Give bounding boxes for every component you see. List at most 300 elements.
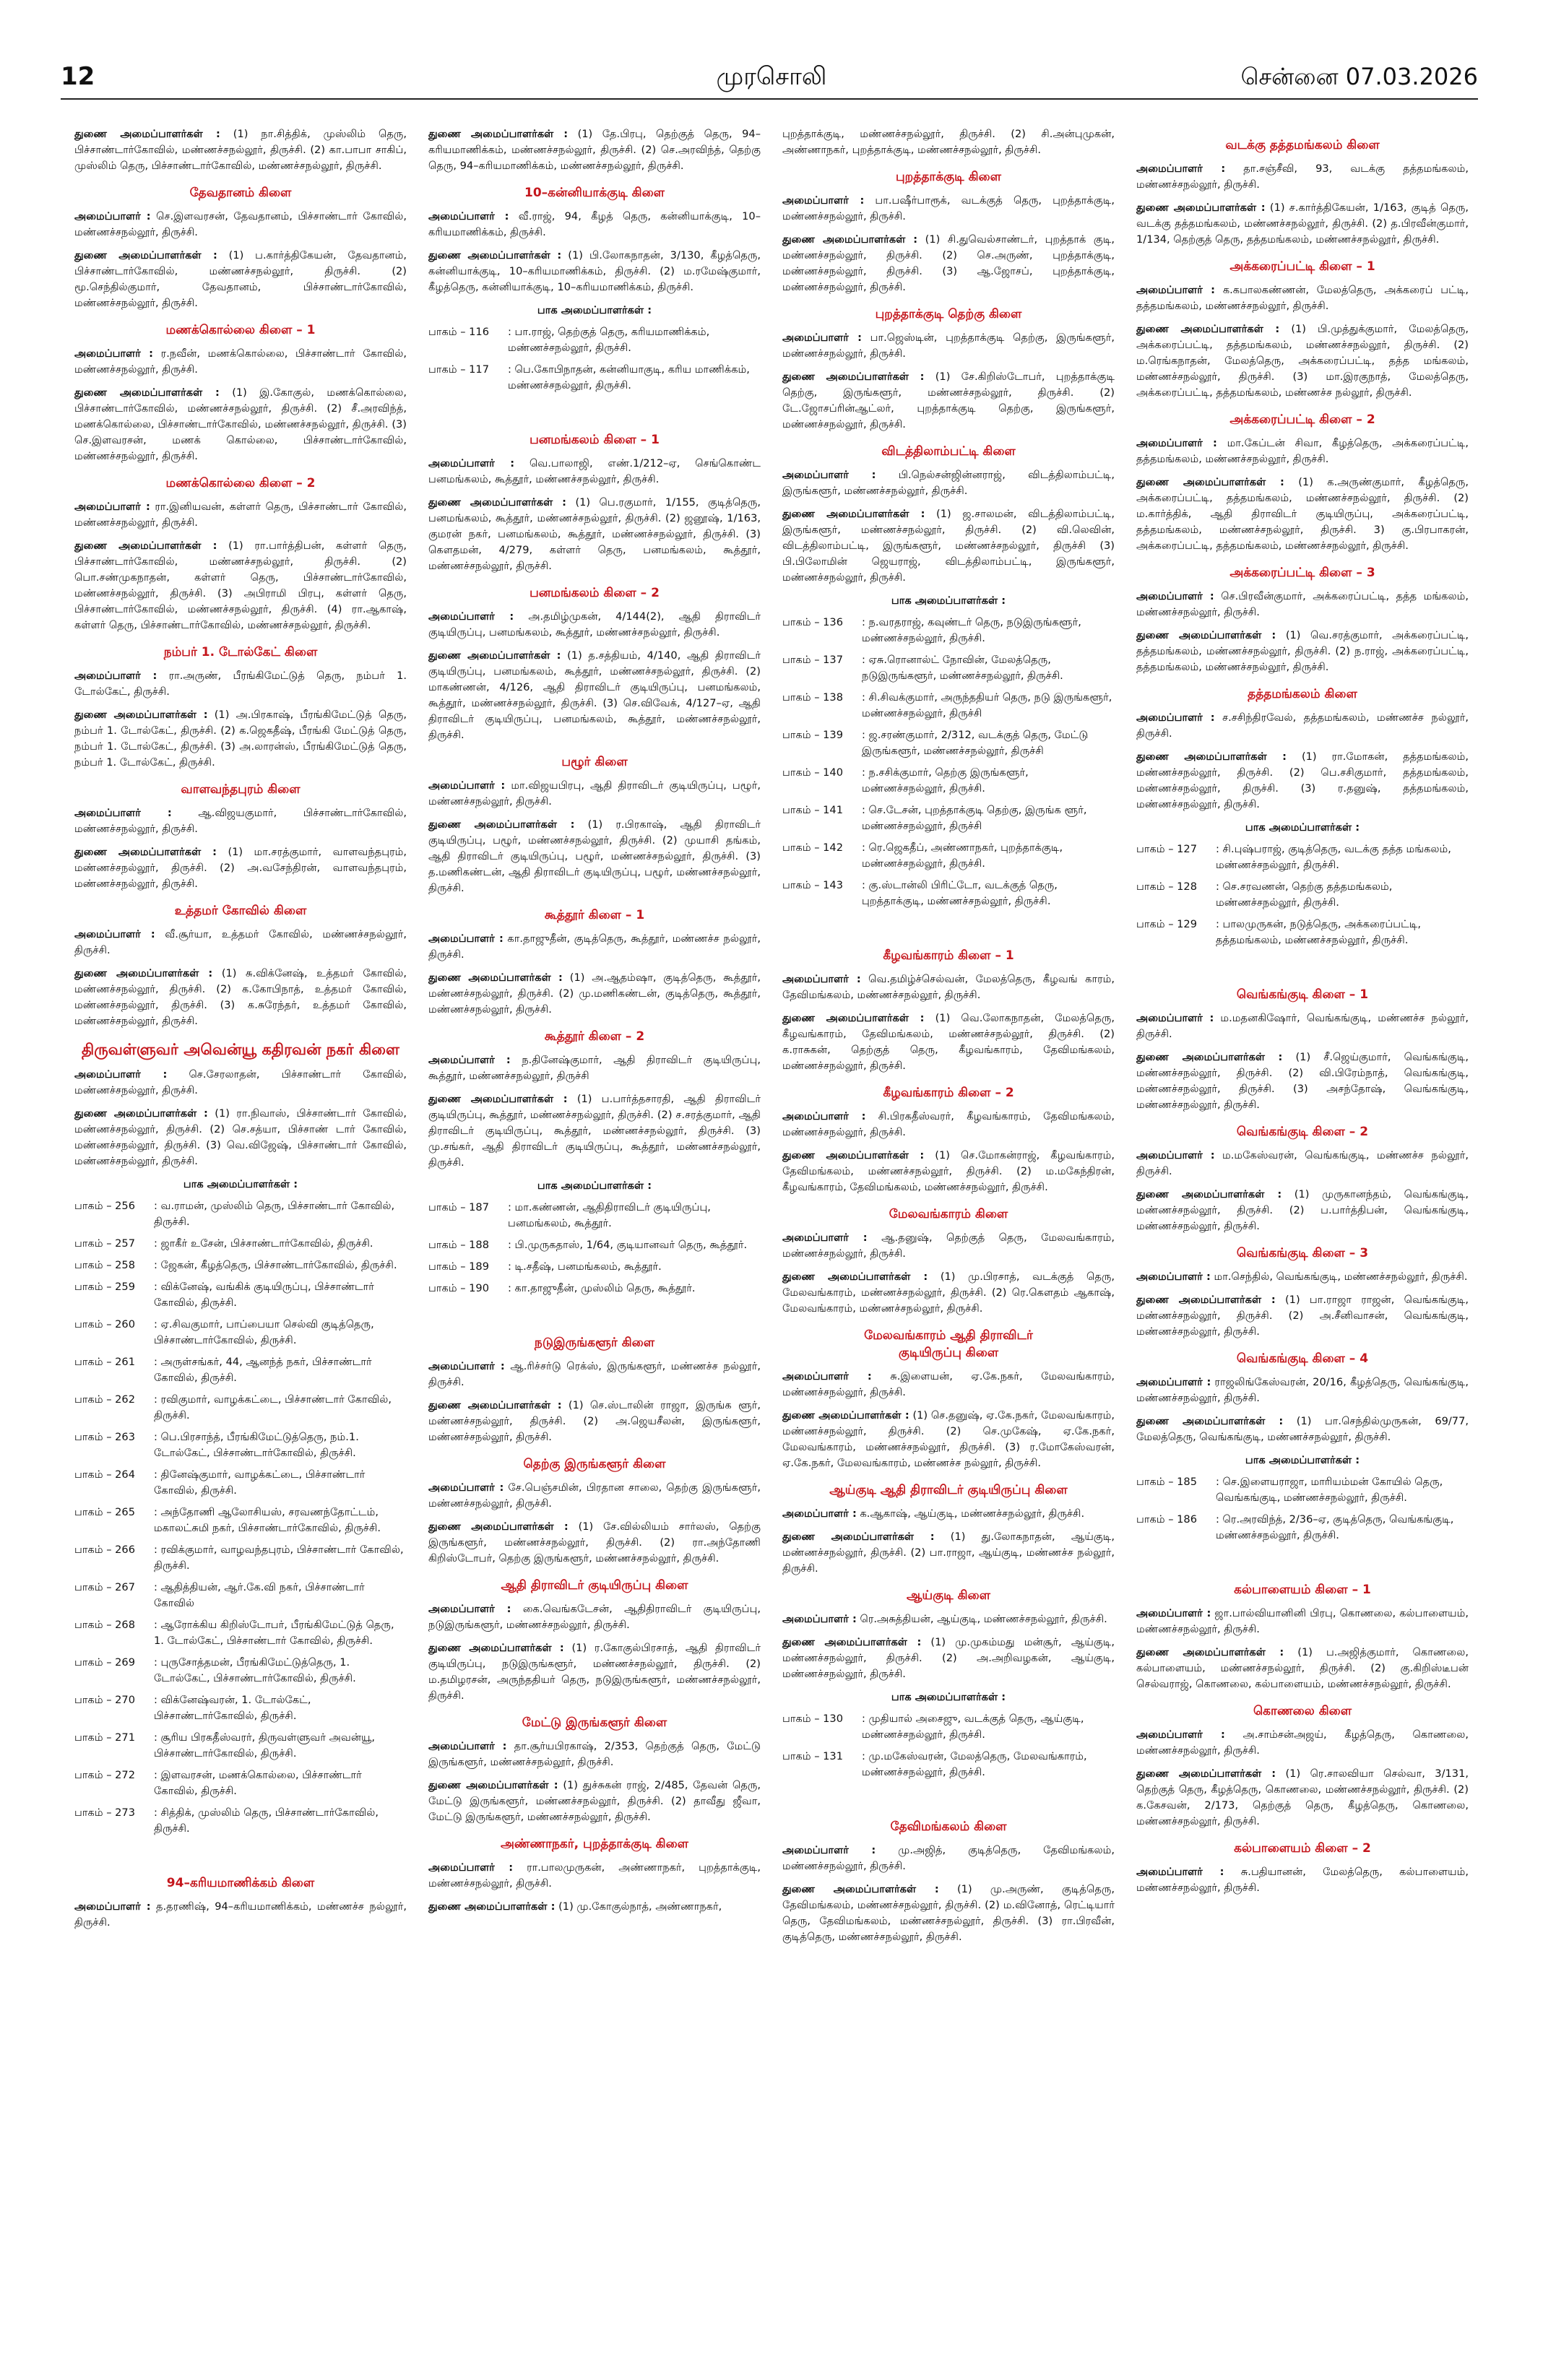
- branch-heading: தேவதானம் கிளை: [189, 186, 292, 200]
- member-entry: [1136, 1414, 1469, 1445]
- booth-number: பாகம் – 260: [74, 1318, 135, 1330]
- section-gap: [1136, 1549, 1469, 1571]
- booth-number: பாகம் – 140: [782, 766, 843, 779]
- article-columns: [74, 126, 1476, 2358]
- booth-row: [782, 878, 1115, 909]
- booth-row: [1136, 841, 1469, 873]
- booth-number: பாகம் – 267: [74, 1581, 135, 1593]
- branch-heading: மேட்டு இருங்களூர் கிளை: [522, 1715, 667, 1730]
- member-details: (1) சீ.ஜெய்குமார், வெங்கங்குடி, மண்ணச்சநல்லூர், திருச்சி. (2) வி.பிரேம்நாத், வெங்கங்குடி, மண்ணச்சநல்லூர், திருச்சி. (3) அசந்தோஷ், வெங்கங்குடி, மண்ணச்சநல்லூர், திருச்சி.: [1136, 1051, 1469, 1111]
- booth-number: பாகம் – 273: [74, 1806, 135, 1819]
- booth-details: : அந்தோணி ஆலோசியஸ், சரவணந்தோட்டம், மகாலட்சுமி நகர், பிச்சாண்டார்கோவில், திருச்சி.: [154, 1506, 381, 1534]
- booth-details: : ஜ.சரண்குமார், 2/312, வடக்குத் தெரு, மேட்டு இருங்களூர், மண்ணச்சநல்லூர், திருச்சி: [862, 729, 1089, 757]
- role-label: துணை அமைப்பாளர்கள் :: [428, 1093, 568, 1105]
- member-details: (1) துச்சுகன் ராஜ், 2/485, தேவன் தெரு, மேட்டு இருங்களூர், மண்ணச்சநல்லூர், திருச்சி. (2) தாவீது ஜீவா, மேட்டு இருங்களூர், மண்ணச்சநல்லூர், திருச்சி.: [428, 1779, 761, 1823]
- booth-details: : விக்னேஷ்வரன், 1. டோல்கேட், பிச்சாண்டார்கோவில், திருச்சி.: [154, 1694, 311, 1722]
- role-label: அமைப்பாளர் :: [1136, 711, 1215, 724]
- role-label: துணை அமைப்பாளர்கள் :: [782, 1271, 928, 1283]
- member-details: ரா.இனியவன், கள்ளர் தெரு, பிச்சாண்டார் கோவில், மண்ணச்சநல்லூர், திருச்சி.: [74, 501, 407, 529]
- booth-row: [428, 362, 761, 394]
- member-details: (1) ரா.பார்த்திபன், கள்ளர் தெரு, பிச்சாண்டார்கோவில், மண்ணச்சநல்லூர், திருச்சி. (2) பொ.சண்முகநாதன், கள்ளர் தெரு, பிச்சாண்டார்கோவில், மண்ணச்சநல்லூர், திருச்சி. (3) அபிராமி பிரபு, கள்ளர் தெரு, பிச்சாண்டார்கோவில், மண்ணச்சநல்லூர், திருச்சி. (4) ரா.ஆகாஷ், கள்ளர் தெரு, பிச்சாண்டார்கோவில், மண்ணச்சநல்லூர், திருச்சி.: [74, 540, 407, 631]
- booth-details: : அருள்சங்கர், 44, ஆனந்த் நகர், பிச்சாண்டார் கோவில், திருச்சி.: [154, 1356, 372, 1384]
- branch-heading: புறத்தாக்குடி தெற்கு கிளை: [875, 307, 1022, 321]
- booth-details: : மு.மகேஸ்வரன், மேலத்தெரு, மேலவங்காரம், மண்ணச்சநல்லூர், திருச்சி.: [862, 1750, 1087, 1778]
- branch-heading: கீழவங்காரம் கிளை – 1: [883, 948, 1014, 963]
- member-details: (1) சி.துவெல்சாண்டர், புறத்தாக் குடி, மண்ணச்சநல்லூர், திருச்சி. (2) செ.அருண், புறத்தாக்குடி, மண்ணச்சநல்லூர், திருச்சி. (3) ஆ.ஜோசப், புறத்தாக்குடி, மண்ணச்சநல்லூர், திருச்சி.: [782, 233, 1115, 293]
- member-entry: [74, 499, 407, 531]
- booth-number: பாகம் – 261: [74, 1356, 135, 1368]
- booth-number: பாகம் – 136: [782, 616, 843, 628]
- section-gap: [782, 915, 1115, 937]
- member-details: (1) மு.முகம்மது மன்சூர், ஆய்குடி, மண்ணச்சநல்லூர், திருச்சி. (2) அ.அறிவழகன், ஆய்குடி, மண்ணச்சநல்லூர், திருச்சி.: [782, 1636, 1115, 1680]
- branch-heading: மணக்கொல்லை கிளை – 2: [165, 476, 316, 490]
- member-details: (1) சே.வில்லியம் சார்லஸ், தெற்கு இருங்களூர், மண்ணச்சநல்லூர், திருச்சி. (2) ரா.அந்தோணி கிறிஸ்டோபர், தெற்கு இருங்களூர், மண்ணச்சநல்லூர், திருச்சி.: [428, 1520, 761, 1565]
- branch-heading: கூத்தூர் கிளை – 1: [544, 908, 645, 922]
- booth-subheading: பாக அமைப்பாளர்கள் :: [537, 1180, 652, 1192]
- role-label: துணை அமைப்பாளர்கள் :: [1136, 323, 1280, 335]
- branch-heading: மணக்கொல்லை கிளை – 1: [165, 323, 316, 337]
- booth-number: பாகம் – 131: [782, 1750, 843, 1762]
- role-label: துணை அமைப்பாளர்கள் :: [1136, 1188, 1282, 1200]
- member-entry: [1136, 321, 1469, 401]
- role-label: துணை அமைப்பாளர்கள் :: [1136, 750, 1287, 763]
- booth-number: பாகம் – 130: [782, 1713, 843, 1725]
- member-entry: [1136, 1645, 1469, 1692]
- role-label: அமைப்பாளர் :: [1136, 590, 1214, 602]
- role-label: துணை அமைப்பாளர்கள் :: [74, 1107, 208, 1120]
- member-entry: [1136, 1050, 1469, 1113]
- role-label: அமைப்பாளர் :: [74, 670, 157, 682]
- role-label: அமைப்பாளர் :: [1136, 1866, 1224, 1878]
- role-label: துணை அமைப்பாளர்கள் :: [782, 233, 918, 246]
- booth-number: பாகம் – 137: [782, 654, 843, 666]
- branch-heading: ஆதி திராவிடர் குடியிருப்பு கிளை: [501, 1578, 688, 1593]
- booth-number: பாகம் – 142: [782, 841, 843, 854]
- branch-heading: நடுஇருங்களூர் கிளை: [534, 1336, 655, 1350]
- member-entry: [782, 1109, 1115, 1141]
- member-entry: [1136, 628, 1469, 675]
- member-details: (1) து.லோகநாதன், ஆய்குடி, மண்ணச்சநல்லூர், திருச்சி. (2) பா.ராஜா, ஆய்குடி, மண்ணச்ச நல்லூர், திருச்சி.: [782, 1531, 1115, 1575]
- role-label: அமைப்பாளர் :: [782, 1613, 857, 1625]
- role-label: அமைப்பாளர் :: [428, 932, 503, 945]
- member-details: பா.பஷீர்பாரூக், வடக்குத் தெரு, புறத்தாக்குடி, மண்ணச்சநல்லூர், திருச்சி.: [782, 194, 1115, 222]
- booth-details: : பெ.கோபிநாதன், கன்னியாகுடி, கரிய மாணிக்கம், மண்ணச்சநல்லூர், திருச்சி.: [508, 363, 750, 391]
- role-label: அமைப்பாளர் :: [74, 807, 172, 819]
- role-label: அமைப்பாளர் :: [74, 347, 153, 360]
- branch-heading: வாளவந்தபுரம் கிளை: [181, 782, 301, 797]
- branch-heading: மேலவங்காரம் கிளை: [889, 1207, 1008, 1221]
- branch-heading: வெங்கங்குடி கிளை – 3: [1236, 1246, 1369, 1260]
- booth-details: : செ.சரவணன், தெற்கு தத்தமங்கலம், மண்ணச்சநல்லூர், திருச்சி.: [1216, 880, 1393, 909]
- member-details: ஆ.ரிச்சர்டு ரெக்ஸ், இருங்களூர், மண்ணச்ச நல்லூர், திருச்சி.: [428, 1360, 761, 1388]
- branch-heading: வெங்கங்குடி கிளை – 4: [1236, 1351, 1369, 1366]
- role-label: துணை அமைப்பாளர்கள் :: [782, 1883, 939, 1895]
- role-label: அமைப்பாளர் :: [428, 1054, 511, 1066]
- member-entry: [74, 126, 407, 174]
- booth-row: [74, 1198, 407, 1230]
- member-details: (1) செ.மோகன்ராஜ், கீழவங்காரம், தேவிமங்கலம், மண்ணச்சநல்லூர், திருச்சி. (2) ம.மகேந்திரன், கீழவங்காரம், தேவிமங்கலம், மண்ணச்சநல்லூர், திருச்சி.: [782, 1149, 1115, 1193]
- booth-details: : ஏ.சிவகுமார், பாப்பையா செல்வி குடித்தெரு, பிச்சாண்டார்கோவில், திருச்சி.: [154, 1318, 374, 1346]
- member-entry: [428, 209, 761, 241]
- role-label: அமைப்பாளர் :: [782, 1232, 868, 1244]
- member-details: ஜா.பால்வியானினி பிரபு, கொணலை, கல்பாளையம், மண்ணச்சநல்லூர், திருச்சி.: [1136, 1607, 1469, 1635]
- member-entry: [782, 1882, 1115, 1945]
- role-label: அமைப்பாளர் :: [428, 1740, 507, 1752]
- member-details: (1) செ.தனுஷ், ஏ.கே.நகர், மேலவங்காரம், மண்ணச்சநல்லூர், திருச்சி. (2) செ.முகேஷ், ஏ.கே.நகர், மேலவங்காரம், மண்ணச்சநல்லூர், திருச்சி. (3) ர.மோகேஸ்வரன், ஏ.கே.நகர், மேலவங்காரம், மண்ணச்ச நல்லூர், திருச்சி.: [782, 1409, 1115, 1469]
- member-entry: [782, 369, 1115, 433]
- member-details: (1) ரெ.சாலவியா செல்வா, 3/131, தெற்குத் தெரு, கீழத்தெரு, கொணலை, மண்ணச்சநல்லூர், திருச்சி. (2) க.கேசவன், 2/173, தெற்குத் தெரு, கீழத்தெரு, கொணலை, மண்ணச்சநல்லூர், திருச்சி.: [1136, 1767, 1469, 1827]
- member-details: கை.வெங்கடேசன், ஆதிதிராவிடர் குடியிருப்பு, நடுஇருங்களூர், மண்ணச்சநல்லூர், திருச்சி.: [428, 1603, 761, 1631]
- member-entry: [428, 609, 761, 641]
- member-entry: [428, 1860, 761, 1892]
- booth-number: பாகம் – 264: [74, 1468, 135, 1481]
- booth-details: : சி.சிவக்குமார், அருந்ததியர் தெரு, நடு இருங்களூர், மண்ணச்சநல்லூர், திருச்சி: [862, 691, 1112, 719]
- booth-details: : கா.தாஜுதீன், முஸ்லிம் தெரு, கூத்தூர்.: [508, 1282, 696, 1294]
- member-entry: [782, 1506, 1115, 1522]
- branch-heading: ஆய்குடி கிளை: [907, 1588, 990, 1603]
- member-details: புறத்தாக்குடி, மண்ணச்சநல்லூர், திருச்சி. (2) சி.அன்புமுகன், அண்ணாநகர், புறத்தாக்குடி, மண்ணச்சநல்லூர், திருச்சி.: [782, 128, 1115, 156]
- role-label: அமைப்பாளர் :: [74, 1068, 168, 1081]
- role-label: துணை அமைப்பாளர்கள் :: [74, 967, 213, 979]
- member-entry: [1136, 1148, 1469, 1180]
- booth-details: : செ.டேசன், புறத்தாக்குடி தெற்கு, இருங்க ளூர், மண்ணச்சநல்லூர், திருச்சி: [862, 804, 1087, 832]
- member-details: மா.செந்தில், வெங்கங்குடி, மண்ணச்சநல்லூர், திருச்சி.: [1214, 1271, 1468, 1283]
- member-details: ரெ.அசுத்தியன், ஆய்குடி, மண்ணச்சநல்லூர், திருச்சி.: [860, 1613, 1107, 1625]
- member-details: (1) பா.ராஜா ராஜன், வெங்கங்குடி, மண்ணச்சநல்லூர், திருச்சி. (2) அ.சீனிவாசன், வெங்கங்குடி, மண்ணச்சநல்லூர், திருச்சி.: [1136, 1294, 1469, 1338]
- branch-heading: கூத்தூர் கிளை – 2: [544, 1029, 645, 1044]
- member-entry: [428, 931, 761, 963]
- booth-details: : ஏசு.ரொனால்ட் நோவின், மேலத்தெரு, நடுஇருங்களூர், மண்ணச்சநல்லூர், திருச்சி.: [862, 654, 1063, 682]
- booth-row: [74, 1692, 407, 1724]
- member-details: சே.பெஞ்சமின், பிரதான சாலை, தெற்கு இருங்களூர், மண்ணச்சநல்லூர், திருச்சி.: [428, 1481, 761, 1510]
- booth-row: [74, 1429, 407, 1461]
- member-entry: [428, 126, 761, 174]
- role-label: அமைப்பாளர் :: [428, 457, 515, 469]
- member-entry: [428, 970, 761, 1018]
- booth-row: [74, 1580, 407, 1611]
- member-entry: [74, 538, 407, 633]
- member-details: (1) மு.கோகுல்நாத், அண்ணாநகர்,: [558, 1900, 722, 1913]
- member-entry: [74, 844, 407, 892]
- member-details: கா.தாஜுதீன், குடித்தெரு, கூத்தூர், மண்ணச்ச நல்லூர், திருச்சி.: [428, 932, 761, 961]
- role-label: துணை அமைப்பாளர்கள் :: [782, 371, 925, 383]
- branch-heading: தத்தமங்கலம் கிளை: [1248, 687, 1357, 701]
- member-details: (1) மு.பிரசாத், வடக்குத் தெரு, மேலவங்காரம், மண்ணச்சநல்லூர், திருச்சி. (2) ரெ.கௌதம் ஆகாஷ், மேலவங்காரம், மண்ணச்சநல்லூர், திருச்சி.: [782, 1271, 1115, 1315]
- booth-subheading: பாக அமைப்பாளர்கள் :: [891, 1691, 1006, 1703]
- branch-heading: வெங்கங்குடி கிளை – 2: [1236, 1125, 1369, 1139]
- member-details: (1) ப.அஜித்குமார், கொணலை, கல்பாளையம், மண்ணச்சநல்லூர், திருச்சி. (2) கு.கிறிஸ்டீபன் செல்வராஜ், கொணலை, கல்பாளையம், மண்ணச்சநல்லூர், திருச்சி.: [1136, 1646, 1469, 1690]
- member-details: (1) ஜ.சாலமன், விடத்திலாம்பட்டி, இருங்களூர், மண்ணச்சநல்லூர், திருச்சி. (2) வி.லெவின், விடத்திலாம்பட்டி, இருங்களூர், மண்ணச்சநல்லூர், திருச்சி (3) பி.பிலோமின் ஜெயராஜ், விடத்திலாம்பட்டி, இருங்களூர், மண்ணச்சநல்லூர், திருச்சி.: [782, 508, 1115, 584]
- member-entry: [782, 467, 1115, 499]
- booth-number: பாகம் – 187: [428, 1201, 489, 1213]
- member-entry: [74, 966, 407, 1029]
- member-entry: [1136, 282, 1469, 314]
- role-label: அமைப்பாளர் :: [782, 1844, 876, 1856]
- booth-number: பாகம் – 270: [74, 1694, 135, 1706]
- member-details: வீ.சூர்யா, உத்தமர் கோவில், மண்ணச்சநல்லூர், திருச்சி.: [74, 928, 407, 956]
- booth-number: பாகம் – 188: [428, 1239, 489, 1251]
- booth-details: : வ.ராமன், முஸ்லிம் தெரு, பிச்சாண்டார் கோவில், திருச்சி.: [154, 1200, 395, 1228]
- member-entry: [1136, 749, 1469, 813]
- role-label: துணை அமைப்பாளர்கள் :: [428, 1642, 564, 1654]
- booth-details: : ந.சசிக்குமார், தெற்கு இருங்களூர், மண்ணச்சநல்லூர், திருச்சி.: [862, 766, 1029, 795]
- member-details: ர.நவீன், மணக்கொல்லை, பிச்சாண்டார் கோவில், மண்ணச்சநல்லூர், திருச்சி.: [74, 347, 407, 376]
- member-entry: [782, 126, 1115, 158]
- member-entry: [782, 1148, 1115, 1195]
- section-gap: [74, 1843, 407, 1864]
- branch-heading: கல்பாளையம் கிளை – 1: [1234, 1583, 1371, 1597]
- member-details: (1) மு.அருண், குடித்தெரு, தேவிமங்கலம், மண்ணச்சநல்லூர், திருச்சி. (2) ம.வினோத், ரெட்டியார் தெரு, தேவிமங்கலம், மண்ணச்சநல்லூர், திருச்சி. (3) ரா.பிரவீன், குடித்தெரு, மண்ணச்சநல்லூர், திருச்சி.: [782, 1883, 1115, 1943]
- branch-heading: 10–கன்னியாக்குடி கிளை: [524, 186, 665, 200]
- member-entry: [74, 805, 407, 837]
- booth-details: : பெ.பிரசாந்த், பீரங்கிமேட்டுத்தெரு, நம்.1. டோல்கேட், பிச்சாண்டார்கோவில், திருச்சி.: [154, 1431, 359, 1459]
- member-entry: [782, 330, 1115, 362]
- member-details: ந.தினேஷ்குமார், ஆதி திராவிடர் குடியிருப்பு, கூத்தூர், மண்ணச்சநல்லூர், திருச்சி: [428, 1054, 761, 1082]
- member-details: வீ.ராஜ், 94, கீழத் தெரு, கன்னியாக்குடி, 10–கரியமாணிக்கம், திருச்சி.: [428, 210, 761, 238]
- member-entry: [428, 817, 761, 896]
- member-entry: [782, 1369, 1115, 1401]
- role-label: துணை அமைப்பாளர்கள் :: [1136, 629, 1276, 641]
- newspaper-name: முரசொலி: [716, 62, 827, 91]
- booth-row: [1136, 1474, 1469, 1506]
- booth-row: [74, 1354, 407, 1386]
- member-details: மு.அஜித், குடித்தெரு, தேவிமங்கலம், மண்ணச்சநல்லூர், திருச்சி.: [782, 1844, 1115, 1872]
- branch-heading: அண்ணாநகர், புறத்தாக்குடி கிளை: [500, 1837, 688, 1851]
- branch-heading: அக்கரைப்பட்டி கிளை – 2: [1229, 412, 1375, 427]
- member-entry: [782, 506, 1115, 586]
- member-details: ரா.அருண், பீரங்கிமேட்டுத் தெரு, நம்பர் 1. டோல்கேட், திருச்சி.: [74, 670, 407, 698]
- member-details: செ.சேரலாதன், பிச்சாண்டார் கோவில், மண்ணச்சநல்லூர், திருச்சி.: [74, 1068, 407, 1096]
- booth-number: பாகம் – 272: [74, 1769, 135, 1781]
- member-details: (1) ச.கார்த்திகேயன், 1/163, குடித் தெரு, வடக்கு தத்தமங்கலம், மண்ணச்சநல்லூர், திருச்சி. (2) த.பிரவீன்குமார், 1/134, தெற்குத் தெரு, தத்தமங்கலம், மண்ணச்சநல்லூர், திருச்சி.: [1136, 202, 1469, 246]
- column-2: [428, 126, 761, 2358]
- member-details: அ.சாம்சன்அஜய், கீழத்தெரு, கொணலை, மண்ணச்சநல்லூர், திருச்சி.: [1136, 1728, 1469, 1757]
- booth-number: பாகம் – 138: [782, 691, 843, 704]
- branch-heading: பழூர் கிளை: [561, 755, 628, 769]
- booth-details: : பாலமுருகன், நடுத்தெரு, அக்கரைப்பட்டி, தத்தமங்கலம், மண்ணச்சநல்லூர், திருச்சி.: [1216, 918, 1422, 946]
- role-label: துணை அமைப்பாளர்கள் :: [782, 508, 925, 520]
- branch-heading: பனமங்கலம் கிளை – 2: [530, 586, 660, 600]
- member-details: (1) முருகானந்தம், வெங்கங்குடி, மண்ணச்சநல்லூர், திருச்சி. (2) ப.பார்த்திபன், வெங்கங்குடி, மண்ணச்சநல்லூர், திருச்சி.: [1136, 1188, 1469, 1232]
- booth-row: [782, 802, 1115, 834]
- booth-number: பாகம் – 257: [74, 1237, 135, 1250]
- member-entry: [74, 668, 407, 700]
- role-label: துணை அமைப்பாளர்கள் :: [1136, 202, 1266, 214]
- booth-row: [782, 615, 1115, 646]
- booth-details: : ரெ.அரவிந்த், 2/36–ஏ, குடித்தெரு, வெங்கங்குடி, மண்ணச்சநல்லூர், திருச்சி.: [1216, 1513, 1454, 1541]
- member-details: த.தரணிஷ், 94–கரியமாணிக்கம், மண்ணச்ச நல்லூர், திருச்சி.: [74, 1900, 407, 1929]
- booth-row: [782, 727, 1115, 759]
- member-details: சி.பிரகதீஸ்வரர், கீழவங்காரம், தேவிமங்கலம், மண்ணச்சநல்லூர், திருச்சி.: [782, 1110, 1115, 1138]
- member-entry: [782, 1230, 1115, 1262]
- member-entry: [782, 193, 1115, 225]
- member-details: அ.தமிழ்முகன், 4/144(2), ஆதி திராவிடர் குடியிருப்பு, பனமங்கலம், கூத்தூர், மண்ணச்சநல்லூர், திருச்சி.: [428, 610, 761, 639]
- member-entry: [1136, 589, 1469, 620]
- role-label: துணை அமைப்பாளர்கள் :: [428, 818, 575, 831]
- role-label: துணை அமைப்பாளர்கள் :: [782, 1409, 909, 1421]
- booth-details: : விக்னேஷ், வங்கிக் குடியிருப்பு, பிச்சாண்டார் கோவில், திருச்சி.: [154, 1281, 374, 1309]
- member-details: தா.சஞ்சீவி, 93, வடக்கு தத்தமங்கலம், மண்ணச்சநல்லூர், திருச்சி.: [1136, 163, 1469, 191]
- branch-heading: அக்கரைப்பட்டி கிளை – 1: [1229, 259, 1375, 274]
- booth-subheading: பாக அமைப்பாளர்கள் :: [1245, 821, 1360, 834]
- booth-row: [782, 1711, 1115, 1743]
- member-entry: [428, 1398, 761, 1445]
- column-3: [782, 126, 1115, 2358]
- role-label: அமைப்பாளர் :: [1136, 1728, 1225, 1741]
- member-entry: [1136, 1606, 1469, 1637]
- booth-row: [74, 1236, 407, 1252]
- role-label: துணை அமைப்பாளர்கள் :: [74, 540, 217, 552]
- booth-details: : கு.ஸ்டான்லி பிரிட்டோ, வடக்குத் தெரு, புறத்தாக்குடி, மண்ணச்சநல்லூர், திருச்சி.: [862, 879, 1058, 907]
- member-details: மா.விஜயபிரபு, ஆதி திராவிடர் குடியிருப்பு, பழூர், மண்ணச்சநல்லூர், திருச்சி.: [428, 779, 761, 808]
- member-entry: [1136, 200, 1469, 248]
- booth-number: பாகம் – 117: [428, 363, 489, 376]
- role-label: துணை அமைப்பாளர்கள் :: [1136, 1767, 1276, 1780]
- role-label: துணை அமைப்பாளர்கள் :: [428, 1399, 562, 1411]
- member-details: (1) அ.பிரகாஷ், பீரங்கிமேட்டுத் தெரு, நம்பர் 1. டோல்கேட், திருச்சி. (2) க.ஜெகதீஷ், பீரங்கி மேட்டுத் தெரு, நம்பர் 1. டோல்கேட், திருச்சி. (3) அ.லாரன்ஸ், பீரங்கிமேட்டுத் தெரு, நம்பர் 1. டோல்கேட், திருச்சி.: [74, 709, 407, 769]
- member-details: (1) இ.கோகுல், மணக்கொல்லை, பிச்சாண்டார்கோவில், மண்ணச்சநல்லூர், திருச்சி. (2) சீ.அரவிந்த், மணக்கொல்லை, பிச்சாண்டார்கோவில், மண்ணச்சநல்லூர், திருச்சி. (3) செ.இளவரசன், மணக் கொல்லை, பிச்சாண்டார்கோவில், மண்ணச்சநல்லூர், திருச்சி.: [74, 386, 407, 462]
- booth-details: : பி.முருகதாஸ், 1/64, குடியானவர் தெரு, கூத்தூர்.: [508, 1239, 748, 1251]
- branch-heading: 94–கரியமாணிக்கம் கிளை: [166, 1876, 315, 1890]
- booth-details: : புருசோத்தமன், பீரங்கிமேட்டுத்தெரு, 1. டோல்கேட், பிச்சாண்டார்கோவில், திருச்சி.: [154, 1656, 356, 1684]
- member-entry: [74, 707, 407, 771]
- member-entry: [782, 232, 1115, 295]
- booth-number: பாகம் – 268: [74, 1619, 135, 1631]
- member-details: (1) சு.விக்னேஷ், உத்தமர் கோவில், மண்ணச்சநல்லூர், திருச்சி. (2) க.கோபிநாத், உத்தமர் கோவில், மண்ணச்சநல்லூர், திருச்சி. (3) க.சுரேந்தர், உத்தமர் கோவில், மண்ணச்சநல்லூர், திருச்சி.: [74, 967, 407, 1027]
- branch-heading: ஆய்குடி ஆதி திராவிடர் குடியிருப்பு கிளை: [829, 1483, 1068, 1497]
- edition-date: சென்னை 07.03.2026: [1240, 63, 1478, 90]
- booth-row: [1136, 879, 1469, 911]
- booth-number: பாகம் – 190: [428, 1282, 489, 1294]
- role-label: துணை அமைப்பாளர்கள் :: [1136, 1646, 1284, 1658]
- role-label: துணை அமைப்பாளர்கள் :: [1136, 476, 1284, 488]
- booth-row: [428, 1281, 761, 1297]
- booth-number: பாகம் – 143: [782, 879, 843, 891]
- member-entry: [428, 1601, 761, 1633]
- role-label: அமைப்பாளர் :: [782, 1370, 872, 1382]
- member-details: (1) வெ.சரத்குமார், அக்கரைப்பட்டி, தத்தமங்கலம், மண்ணச்சநல்லூர், திருச்சி. (2) ந.ராஜ், அக்கரைப்பட்டி, தத்தமங்கலம், மண்ணச்சநல்லூர், திருச்சி.: [1136, 629, 1469, 673]
- role-label: துணை அமைப்பாளர்கள் :: [782, 1531, 935, 1543]
- role-label: துணை அமைப்பாளர்கள் :: [428, 1900, 556, 1913]
- booth-details: : சூரிய பிரகதீஸ்வரர், திருவள்ளுவர் அவன்யூ, பிச்சாண்டார்கோவில், திருச்சி.: [154, 1731, 376, 1760]
- booth-number: பாகம் – 127: [1136, 843, 1197, 855]
- role-label: துணை அமைப்பாளர்கள் :: [428, 128, 569, 140]
- member-details: (1) மா.சரத்குமார், வாளவந்தபுரம், மண்ணச்சநல்லூர், திருச்சி. (2) அ.வசேந்திரன், வாளவந்தபுரம், மண்ணச்சநல்லூர், திருச்சி.: [74, 846, 407, 890]
- role-label: துணை அமைப்பாளர்கள் :: [1136, 1051, 1283, 1063]
- masthead: [0, 0, 1543, 91]
- role-label: துணை அமைப்பாளர்கள் :: [1136, 1415, 1284, 1427]
- booth-row: [74, 1617, 407, 1649]
- member-entry: [74, 927, 407, 959]
- booth-details: : ரவிகுமார், வாழக்கட்டை, பிச்சாண்டார் கோவில், திருச்சி.: [154, 1393, 392, 1421]
- booth-row: [74, 1730, 407, 1762]
- booth-number: பாகம் – 256: [74, 1200, 135, 1212]
- role-label: அமைப்பாளர் :: [1136, 1012, 1214, 1024]
- role-label: அமைப்பாளர் :: [1136, 1607, 1211, 1619]
- member-entry: [428, 456, 761, 488]
- member-entry: [428, 1640, 761, 1704]
- member-entry: [428, 1052, 761, 1084]
- booth-row: [74, 1542, 407, 1574]
- role-label: அமைப்பாளர் :: [74, 501, 150, 513]
- member-details: (1) பி.முத்துக்குமார், மேலத்தெரு, அக்கரைப்பட்டி, தத்தமங்கலம், மண்ணச்சநல்லூர், திருச்சி. (2) ம.ரெங்கநாதன், மேலத்தெரு, அக்கரைப்பட்டி, தத்த மங்கலம், மண்ணச்சநல்லூர், திருச்சி. (3) மா.இரகுநாத், மேலத்தெரு, அக்கரைப்பட்டி, தத்தமங்கலம், மண்ணச்ச நல்லூர், திருச்சி.: [1136, 323, 1469, 399]
- member-entry: [782, 1408, 1115, 1471]
- member-entry: [782, 1843, 1115, 1874]
- section-gap: [428, 399, 761, 421]
- booth-row: [782, 1749, 1115, 1780]
- member-entry: [1136, 1864, 1469, 1896]
- member-entry: [782, 1635, 1115, 1682]
- booth-details: : ரெ.ஜெகதீப், அண்ணாநகர், புறத்தாக்குடி, மண்ணச்சநல்லூர், திருச்சி.: [862, 841, 1063, 870]
- section-gap: [428, 1302, 761, 1324]
- role-label: துணை அமைப்பாளர்கள் :: [428, 649, 561, 662]
- booth-number: பாகம் – 139: [782, 729, 843, 741]
- booth-row: [74, 1467, 407, 1499]
- role-label: துணை அமைப்பாளர்கள் :: [428, 249, 562, 261]
- booth-details: : ரவிக்குமார், வாழவந்தபுரம், பிச்சாண்டார் கோவில், திருச்சி.: [154, 1544, 404, 1572]
- booth-number: பாகம் – 259: [74, 1281, 135, 1293]
- branch-heading: வடக்கு தத்தமங்கலம் கிளை: [1225, 138, 1380, 152]
- member-entry: [1136, 1766, 1469, 1830]
- booth-row: [1136, 1512, 1469, 1544]
- booth-row: [428, 1237, 761, 1253]
- booth-details: : சித்திக், முஸ்லிம் தெரு, பிச்சாண்டார்கோவில், திருச்சி.: [154, 1806, 379, 1835]
- member-details: செ.இளவரசன், தேவதானம், பிச்சாண்டார் கோவில், மண்ணச்சநல்லூர், திருச்சி.: [74, 210, 407, 238]
- section-gap: [782, 1786, 1115, 1808]
- booth-details: : டி.சதீஷ், பனமங்கலம், கூத்தூர்.: [508, 1260, 662, 1273]
- role-label: துணை அமைப்பாளர்கள் :: [74, 709, 208, 721]
- member-details: ச.சசிந்திரவேல், தத்தமங்கலம், மண்ணச்ச நல்லூர், திருச்சி.: [1136, 711, 1469, 740]
- role-label: துணை அமைப்பாளர்கள் :: [428, 496, 567, 509]
- member-entry: [1136, 436, 1469, 467]
- branch-heading: கல்பாளையம் கிளை – 2: [1234, 1841, 1371, 1856]
- member-details: (1) ர.பிரகாஷ், ஆதி திராவிடர் குடியிருப்பு, பழூர், மண்ணச்சநல்லூர், திருச்சி. (2) முயாசி தங்கம், ஆதி திராவிடர் குடியிருப்பு, பழூர், மண்ணச்சநல்லூர், திருச்சி. (3) த.மணிகண்டன், ஆதி திராவிடர் குடியிருப்பு, பழூர், மண்ணச்சநல்லூர், திருச்சி.: [428, 818, 761, 894]
- booth-subheading: பாக அமைப்பாளர்கள் :: [183, 1178, 298, 1190]
- member-details: பி.நெல்சன்ஜின்னராஜ், விடத்திலாம்பட்டி, இருங்களூர், மண்ணச்சநல்லூர், திருச்சி.: [782, 469, 1115, 497]
- branch-heading: உத்தமர் கோவில் கிளை: [174, 904, 307, 918]
- member-details: (1) க.அருண்குமார், கீழத்தெரு, அக்கரைப்பட்டி, தத்தமங்கலம், மண்ணச்சநல்லூர், திருச்சி. (2) ம.கார்த்திக், ஆதி திராவிடர் குடியிருப்பு, அக்கரைப்பட்டி, தத்தமங்கலம், மண்ணச்சநல்லூர், திருச்சி. 3) கு.பிரபாகரன், அக்கரைப்பட்டி, தத்தமங்கலம், மண்ணச்சநல்லூர், திருச்சி.: [1136, 476, 1469, 552]
- booth-row: [74, 1805, 407, 1837]
- booth-details: : சி.புஷ்பராஜ், குடித்தெரு, வடக்கு தத்த மங்கலம், மண்ணச்சநல்லூர், திருச்சி.: [1216, 843, 1451, 871]
- member-entry: [782, 972, 1115, 1003]
- member-details: (1) ப.பார்த்தசாரதி, ஆதி திராவிடர் குடியிருப்பு, கூத்தூர், மண்ணச்சநல்லூர், திருச்சி. (2) ச.சரத்குமார், ஆதி திராவிடர் குடியிருப்பு, கூத்தூர், மண்ணச்சநல்லூர், திருச்சி. (3) மு.சங்கர், ஆதி திராவிடர் குடியிருப்பு, கூத்தூர், மண்ணச்சநல்லூர், திருச்சி.: [428, 1093, 761, 1169]
- member-entry: [1136, 161, 1469, 193]
- member-details: ஆ.விஜயகுமார், பிச்சாண்டார்கோவில், மண்ணச்சநல்லூர், திருச்சி.: [74, 807, 407, 835]
- role-label: அமைப்பாளர் :: [782, 194, 865, 207]
- member-details: (1) ரா.மோகன், தத்தமங்கலம், மண்ணச்சநல்லூர், திருச்சி. (2) பெ.சசிகுமார், தத்தமங்கலம், மண்ணச்சநல்லூர், திருச்சி. (3) ர.தனுஷ், தத்தமங்கலம், மண்ணச்சநல்லூர், திருச்சி.: [1136, 750, 1469, 810]
- role-label: அமைப்பாளர் :: [1136, 284, 1215, 296]
- member-details: (1) செ.ஸ்டாலின் ராஜா, இருங்க ளூர், மண்ணச்சநல்லூர், திருச்சி. (2) அ.ஜெயசீலன், இருங்களூர், மண்ணச்சநல்லூர், திருச்சி.: [428, 1399, 761, 1443]
- booth-details: : மா.கண்ணன், ஆதிதிராவிடர் குடியிருப்பு, பனமங்கலம், கூத்தூர்.: [508, 1201, 711, 1229]
- branch-heading: திருவள்ளுவர் அவென்யூ கதிரவன் நகர் கிளை: [82, 1041, 399, 1058]
- branch-heading: நம்பர் 1. டோல்கேட் கிளை: [163, 645, 318, 659]
- role-label: அமைப்பாளர் :: [428, 1861, 514, 1874]
- branch-heading: கீழவங்காரம் கிளை – 2: [883, 1086, 1014, 1100]
- booth-row: [74, 1767, 407, 1799]
- member-details: ரா.பாலமுருகன், அண்ணாநகர், புறத்தாக்குடி, மண்ணச்சநல்லூர், திருச்சி.: [428, 1861, 761, 1890]
- member-entry: [74, 346, 407, 378]
- member-details: (1) பெ.ரகுமார், 1/155, குடித்தெரு, பனமங்கலம், கூத்தூர், மண்ணச்சநல்லூர், திருச்சி. (2) ஜனூஷ், 1/163, குமரன் நகர், பனமங்கலம், கூத்தூர், மண்ணச்சநல்லூர், திருச்சி. (3) கௌதமன், 4/279, கள்ளர் தெரு, பனமங்கலம், கூத்தூர், மண்ணச்சநல்லூர், திருச்சி.: [428, 496, 761, 572]
- page-number: 12: [61, 62, 95, 91]
- member-entry: [428, 778, 761, 810]
- member-details: க.கபாலகண்ணன், மேலத்தெரு, அக்கரைப் பட்டி, தத்தமங்கலம், மண்ணச்சநல்லூர், திருச்சி.: [1136, 284, 1469, 312]
- role-label: அமைப்பாளர் :: [1136, 1149, 1215, 1161]
- member-entry: [74, 209, 407, 241]
- member-details: சு.பதியானன், மேலத்தெரு, கல்பாளையம், மண்ணச்சநல்லூர், திருச்சி.: [1136, 1866, 1469, 1894]
- member-entry: [782, 1529, 1115, 1577]
- booth-number: பாகம் – 189: [428, 1260, 489, 1273]
- booth-number: பாகம் – 129: [1136, 918, 1197, 930]
